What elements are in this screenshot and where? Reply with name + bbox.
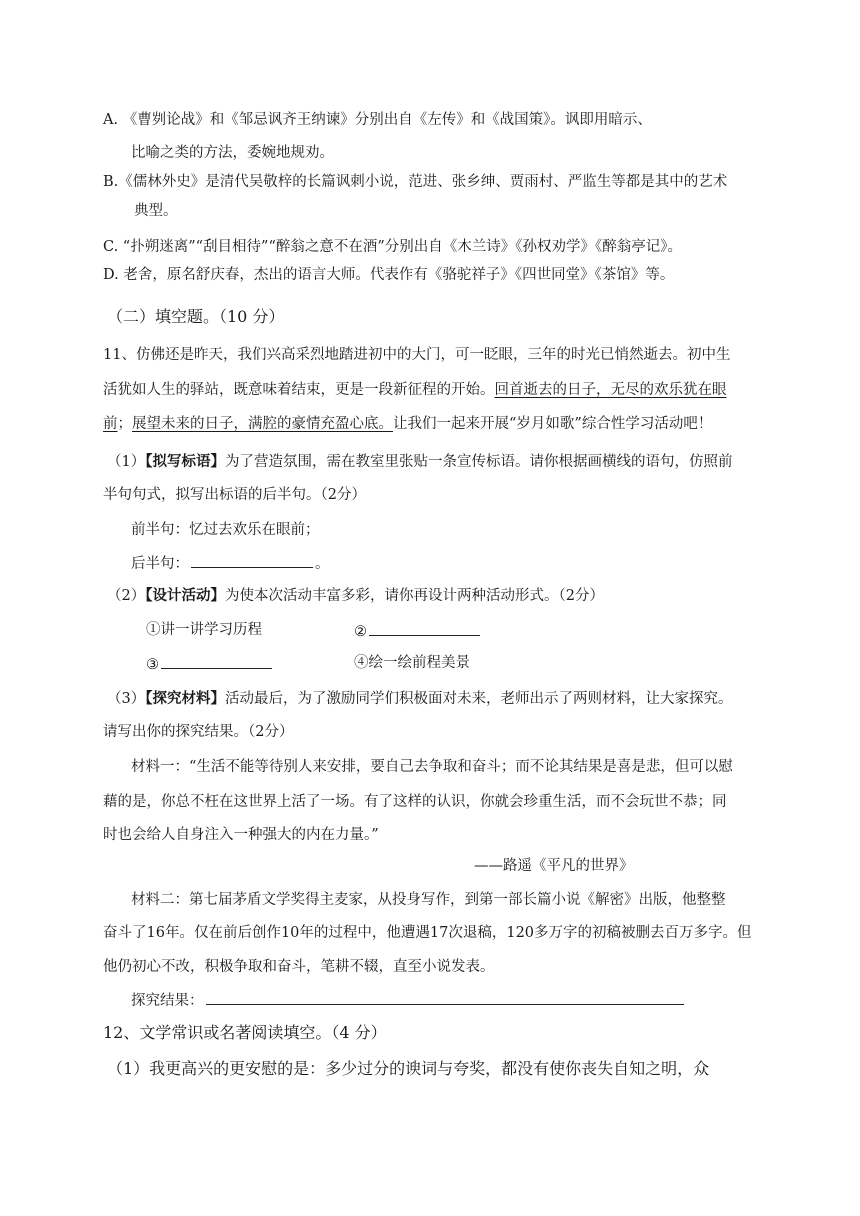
material-2-line2: 奋斗了16年。仅在前后创作10年的过程中，他遭遇17次退稿，120多万字的初稿被删去百万多字。但 [103, 925, 752, 941]
activity-2-row [354, 620, 482, 642]
activity-4: ④绘一绘前程美景 [354, 655, 470, 671]
option-b-line1: B.《儒林外史》是清代吴敬梓的长篇讽刺小说，范进、张乡绅、贾雨村、严监生等都是其中的艺术 [103, 174, 728, 190]
semicolon: ； [117, 416, 132, 432]
material-1-line3: 时也会给人自身注入一种强大的内在力量。” [103, 827, 379, 843]
material-2-line1: 材料二：第七届茅盾文学奖得主麦家，从投身写作，到第一部长篇小说《解密》出版，他整整 [131, 892, 726, 908]
q11-part1-line1 [107, 452, 732, 472]
option-d: D. 老舍，原名舒庆春，杰出的语言大师。代表作有《骆驼祥子》《四世同堂》《茶馆》等。 [103, 267, 675, 283]
underlined-sentence-part1-end: 前 [103, 416, 118, 432]
underlined-sentence-part2: 展望未来的日子，满腔的豪情充盈心底。 [132, 416, 393, 432]
activity-3-answer-blank[interactable] [161, 653, 272, 669]
activity-1: ①讲一讲学习历程 [146, 622, 262, 638]
back-half-row [131, 552, 330, 574]
q11-part3-text: 活动最后，为了激励同学们积极面对未来，老师出示了两则材料，让大家探究。 [224, 691, 733, 707]
option-a-line2: 比喻之类的方法，委婉地规劝。 [131, 145, 334, 161]
q11-part2-heading: 【设计活动】 [145, 587, 225, 604]
activity-2-answer-blank[interactable] [369, 620, 480, 636]
q11-part2-line1 [107, 586, 604, 606]
back-half-label: 后半句： [131, 556, 189, 572]
material-2-line3: 他仍初心不改，积极争取和奋斗，笔耕不辍，直至小说发表。 [103, 959, 495, 975]
q11-part3-line2: 请写出你的探究结果。（2分） [103, 724, 294, 740]
option-c: C. “扑朔迷离”“刮目相待”“醉翁之意不在酒”分别出自《木兰诗》《孙权劝学》《醉翁亭记》。 [103, 239, 683, 255]
front-half-sentence: 前半句：忆过去欢乐在眼前； [131, 522, 320, 538]
activity-2-marker: ② [354, 624, 367, 640]
option-b-line2: 典型。 [134, 203, 178, 219]
q11-part1-number: （1） [107, 454, 146, 470]
underlined-sentence-part1: 回首逝去的日子，无尽的欢乐犹在眼 [494, 382, 727, 398]
q11-part1-heading: 【拟写标语】 [145, 453, 225, 470]
q11-part2-text: 为使本次活动丰富多彩，请你再设计两种活动形式。（2分） [224, 588, 604, 604]
back-half-answer-blank[interactable] [191, 552, 313, 568]
q11-part1-text: 为了营造氛围，需在教室里张贴一条宣传标语。请你根据画横线的语句，仿照前 [224, 454, 733, 470]
back-half-period: 。 [315, 556, 330, 572]
section-title: （二）填空题。（10 分） [107, 307, 285, 326]
result-answer-blank[interactable] [206, 989, 684, 1005]
q11-intro-line3-text: 让我们一起来开展“岁月如歌”综合性学习活动吧！ [393, 416, 713, 432]
q11-part1-line2: 半句句式，拟写出标语的后半句。（2分） [103, 487, 366, 503]
q12-title: 12、文学常识或名著阅读填空。（4 分） [103, 1023, 387, 1042]
q11-part3-heading: 【探究材料】 [145, 690, 225, 707]
q11-intro-line2 [103, 380, 727, 400]
material-1-source: ——路遥《平凡的世界》 [474, 858, 634, 874]
material-1-line1: 材料一：“生活不能等待别人来安排，要自己去争取和奋斗；而不论其结果是喜是悲，但可以慰 [131, 759, 733, 775]
result-label: 探究结果： [131, 993, 204, 1009]
q11-part3-line1 [107, 689, 732, 709]
q11-intro-line2-text: 活犹如人生的驿站，既意味着结束，更是一段新征程的开始。 [103, 382, 495, 398]
material-1-line2: 藉的是，你总不枉在这世界上活了一场。有了这样的认识，你就会珍重生活，而不会玩世不恭；同 [103, 794, 727, 810]
activity-3-row [146, 653, 274, 675]
option-a-line1: A. 《曹刿论战》和《邹忌讽齐王纳谏》分别出自《左传》和《战国策》。讽即用暗示、 [103, 112, 652, 128]
q11-part3-number: （3） [107, 691, 146, 707]
q11-intro-line1: 11、仿佛还是昨天，我们兴高采烈地踏进初中的大门，可一眨眼，三年的时光已悄然逝去。初中生 [103, 347, 731, 363]
q11-intro-line3 [103, 414, 712, 434]
result-row [131, 989, 686, 1011]
q11-part2-number: （2） [107, 588, 146, 604]
q12-part1: （1）我更高兴的更安慰的是：多少过分的谀词与夸奖，都没有使你丧失自知之明，众 [107, 1059, 710, 1078]
activity-3-marker: ③ [146, 657, 159, 673]
